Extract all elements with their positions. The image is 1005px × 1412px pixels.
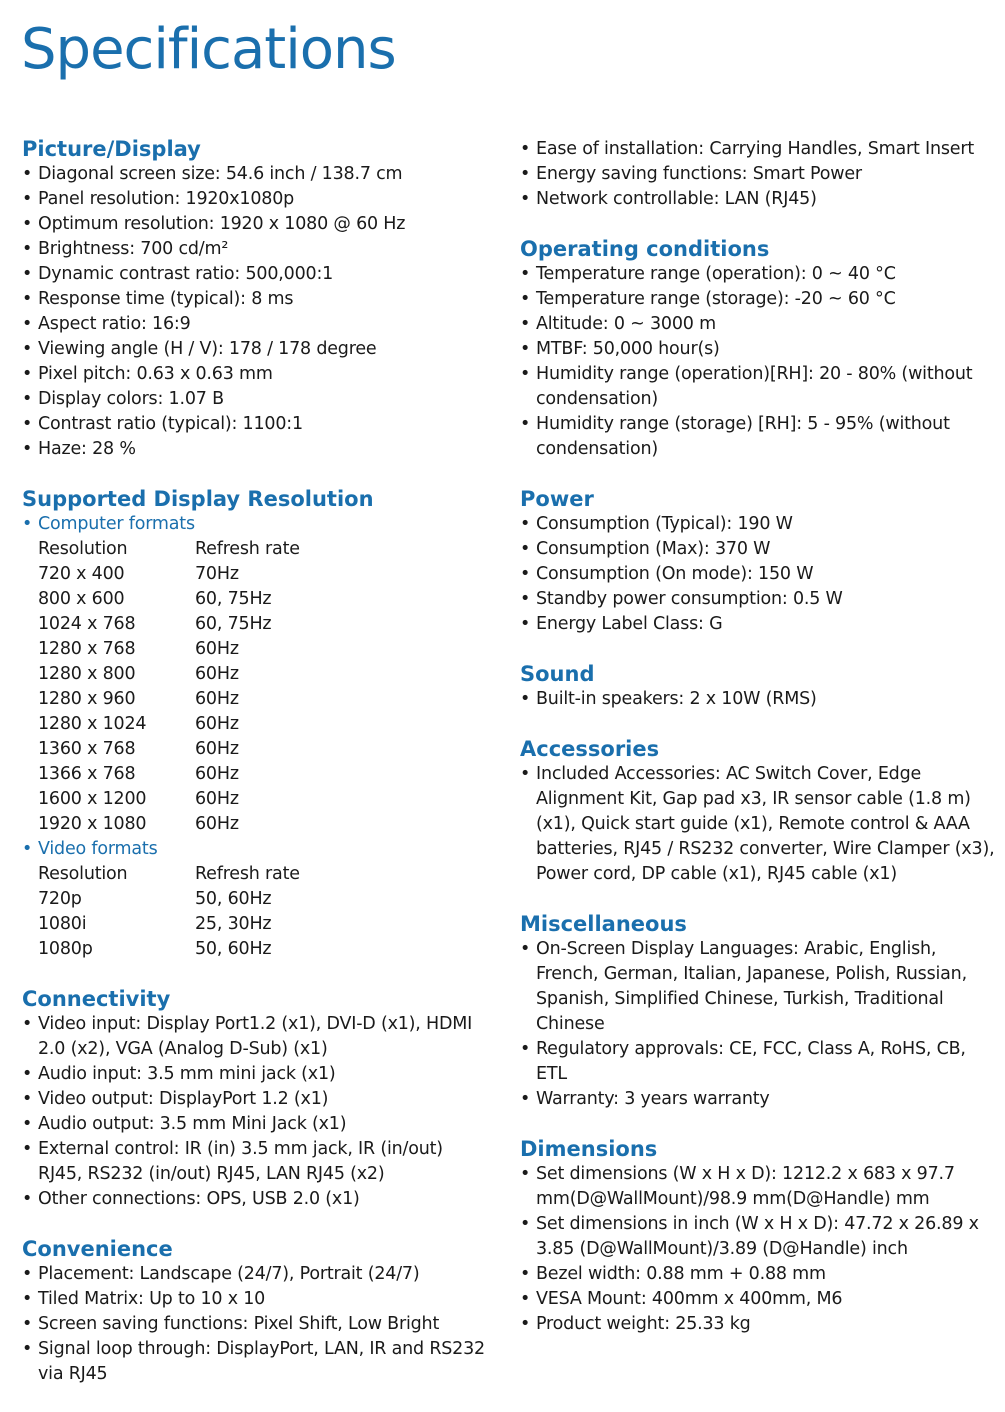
spec-item: • Temperature range (storage): -20 ~ 60 °C	[520, 287, 1000, 312]
spec-item: • Video input: Display Port1.2 (x1), DVI-D (x1), HDMI 2.0 (x2), VGA (Analog D-Sub) (x1)	[22, 1012, 492, 1062]
sub-heading: • Computer formats	[22, 512, 492, 537]
spec-item: • Haze: 28 %	[22, 437, 492, 462]
resolution-cell: Resolution	[38, 864, 128, 884]
refresh-rate-cell: 60Hz	[195, 739, 239, 759]
spec-list	[520, 762, 1000, 887]
table-header-row	[38, 862, 300, 887]
spec-item: • Optimum resolution: 1920 x 1080 @ 60 Hz	[22, 212, 492, 237]
spec-item: • Network controllable: LAN (RJ45)	[520, 187, 1000, 212]
spec-list	[520, 937, 1000, 1112]
table-row	[38, 887, 300, 912]
table-row	[38, 787, 300, 812]
resolution-cell: 1080p	[38, 939, 93, 959]
spec-item: • Brightness: 700 cd/m²	[22, 237, 492, 262]
spec-item: • Consumption (On mode): 150 W	[520, 562, 1000, 587]
computer-formats-label	[22, 512, 492, 537]
table-row	[38, 912, 300, 937]
connectivity-section	[22, 987, 492, 1212]
spec-item: • Set dimensions in inch (W x H x D): 47.72 x 26.89 x 3.85 (D@WallMount)/3.89 (D@Handle) inch	[520, 1212, 1000, 1262]
picture-display-section	[22, 137, 492, 462]
spec-item: • Energy saving functions: Smart Power	[520, 162, 1000, 187]
table-row	[38, 562, 300, 587]
spec-item: • Contrast ratio (typical): 1100:1	[22, 412, 492, 437]
spec-list	[520, 262, 1000, 462]
spec-item: • Pixel pitch: 0.63 x 0.63 mm	[22, 362, 492, 387]
spec-item: • Other connections: OPS, USB 2.0 (x1)	[22, 1187, 492, 1212]
spec-item: • Altitude: 0 ~ 3000 m	[520, 312, 1000, 337]
convenience-section	[22, 1237, 492, 1387]
table-header-row	[38, 537, 300, 562]
resolution-cell: 800 x 600	[38, 589, 125, 609]
section-title: Miscellaneous	[520, 912, 687, 936]
refresh-rate-cell: 70Hz	[195, 564, 239, 584]
spec-item: • Audio output: 3.5 mm Mini Jack (x1)	[22, 1112, 492, 1137]
table-row	[38, 712, 300, 737]
section-title: Convenience	[22, 1237, 173, 1261]
table-row	[38, 687, 300, 712]
spec-list	[520, 137, 1000, 212]
refresh-rate-cell: Refresh rate	[195, 539, 300, 559]
section-title: Connectivity	[22, 987, 171, 1011]
spec-item: • Built-in speakers: 2 x 10W (RMS)	[520, 687, 1000, 712]
spec-item: • Temperature range (operation): 0 ~ 40 °C	[520, 262, 1000, 287]
miscellaneous-section	[520, 912, 1000, 1112]
spec-item: • Audio input: 3.5 mm mini jack (x1)	[22, 1062, 492, 1087]
video-formats-label	[22, 837, 492, 862]
section-title: Supported Display Resolution	[22, 487, 374, 511]
supported-resolution-section	[22, 487, 492, 962]
computer-formats-table	[38, 537, 300, 837]
spec-list	[22, 162, 492, 462]
spec-item: • Aspect ratio: 16:9	[22, 312, 492, 337]
section-title: Power	[520, 487, 594, 511]
spec-item: • Dynamic contrast ratio: 500,000:1	[22, 262, 492, 287]
spec-list	[22, 1262, 492, 1387]
spec-item: • Warranty: 3 years warranty	[520, 1087, 1000, 1112]
refresh-rate-cell: 60, 75Hz	[195, 614, 272, 634]
spec-item: • Response time (typical): 8 ms	[22, 287, 492, 312]
spec-item: • Humidity range (operation)[RH]: 20 - 80% (without condensation)	[520, 362, 1000, 412]
refresh-rate-cell: 50, 60Hz	[195, 939, 272, 959]
power-section	[520, 487, 1000, 637]
spec-item: • Included Accessories: AC Switch Cover, Edge Alignment Kit, Gap pad x3, IR sensor cable (1.8 m) (x1), Quick start guide (x1), Remote control & AAA batteries, RJ45 / RS232 converter, Wire Clamper (x3), Power cord, DP cable (x1), RJ45 cable (x1)	[520, 762, 1000, 887]
refresh-rate-cell: 25, 30Hz	[195, 914, 272, 934]
resolution-cell: 1920 x 1080	[38, 814, 147, 834]
spec-item: • Standby power consumption: 0.5 W	[520, 587, 1000, 612]
resolution-cell: 1280 x 800	[38, 664, 136, 684]
spec-item: • Signal loop through: DisplayPort, LAN, IR and RS232 via RJ45	[22, 1337, 492, 1387]
refresh-rate-cell: 60, 75Hz	[195, 589, 272, 609]
resolution-cell: 1280 x 1024	[38, 714, 147, 734]
spec-item: • Video output: DisplayPort 1.2 (x1)	[22, 1087, 492, 1112]
spec-item: • Energy Label Class: G	[520, 612, 1000, 637]
spec-list	[22, 1012, 492, 1212]
resolution-cell: 1280 x 960	[38, 689, 136, 709]
refresh-rate-cell: 60Hz	[195, 764, 239, 784]
spec-item: • VESA Mount: 400mm x 400mm, M6	[520, 1287, 1000, 1312]
resolution-cell: 1360 x 768	[38, 739, 136, 759]
left-column	[22, 137, 492, 1412]
accessories-section	[520, 737, 1000, 887]
operating-conditions-section	[520, 237, 1000, 462]
spec-item: • Screen saving functions: Pixel Shift, Low Bright	[22, 1312, 492, 1337]
table-row	[38, 812, 300, 837]
refresh-rate-cell: 60Hz	[195, 689, 239, 709]
section-title: Dimensions	[520, 1137, 658, 1161]
spec-item: • Consumption (Typical): 190 W	[520, 512, 1000, 537]
spec-list	[520, 1162, 1000, 1337]
spec-item: • MTBF: 50,000 hour(s)	[520, 337, 1000, 362]
spec-item: • Tiled Matrix: Up to 10 x 10	[22, 1287, 492, 1312]
table-row	[38, 937, 300, 962]
table-row	[38, 737, 300, 762]
refresh-rate-cell: 60Hz	[195, 814, 239, 834]
sub-heading: • Video formats	[22, 837, 492, 862]
table-row	[38, 637, 300, 662]
dimensions-section	[520, 1137, 1000, 1337]
resolution-cell: 1280 x 768	[38, 639, 136, 659]
spec-item: • Ease of installation: Carrying Handles, Smart Insert	[520, 137, 1000, 162]
refresh-rate-cell: 60Hz	[195, 639, 239, 659]
table-row	[38, 662, 300, 687]
spec-item: • Set dimensions (W x H x D): 1212.2 x 683 x 97.7 mm(D@WallMount)/98.9 mm(D@Handle) mm	[520, 1162, 1000, 1212]
resolution-cell: 1366 x 768	[38, 764, 136, 784]
spec-item: • Diagonal screen size: 54.6 inch / 138.7 cm	[22, 162, 492, 187]
spec-item: • Bezel width: 0.88 mm + 0.88 mm	[520, 1262, 1000, 1287]
section-title: Accessories	[520, 737, 660, 761]
refresh-rate-cell: 50, 60Hz	[195, 889, 272, 909]
spec-item: • Humidity range (storage) [RH]: 5 - 95% (without condensation)	[520, 412, 1000, 462]
spec-list	[520, 687, 1000, 712]
resolution-cell: 720 x 400	[38, 564, 125, 584]
spec-item: • Regulatory approvals: CE, FCC, Class A, RoHS, CB, ETL	[520, 1037, 1000, 1087]
spec-item: • Display colors: 1.07 B	[22, 387, 492, 412]
refresh-rate-cell: 60Hz	[195, 664, 239, 684]
sound-section	[520, 662, 1000, 712]
refresh-rate-cell: 60Hz	[195, 789, 239, 809]
spec-item: • External control: IR (in) 3.5 mm jack, IR (in/out) RJ45, RS232 (in/out) RJ45, LAN RJ45 (x2)	[22, 1137, 492, 1187]
refresh-rate-cell: 60Hz	[195, 714, 239, 734]
spec-item: • Panel resolution: 1920x1080p	[22, 187, 492, 212]
convenience-continued-section	[520, 137, 1000, 212]
spec-item: • Product weight: 25.33 kg	[520, 1312, 1000, 1337]
resolution-cell: Resolution	[38, 539, 128, 559]
section-title: Sound	[520, 662, 595, 686]
table-row	[38, 762, 300, 787]
refresh-rate-cell: Refresh rate	[195, 864, 300, 884]
resolution-cell: 720p	[38, 889, 82, 909]
resolution-cell: 1080i	[38, 914, 87, 934]
resolution-cell: 1024 x 768	[38, 614, 136, 634]
table-row	[38, 587, 300, 612]
page-title: Specifications	[21, 17, 396, 82]
section-title: Picture/Display	[22, 137, 201, 161]
table-row	[38, 612, 300, 637]
section-title: Operating conditions	[520, 237, 770, 261]
spec-item: • On-Screen Display Languages: Arabic, English, French, German, Italian, Japanese, Polish, Russian, Spanish, Simplified Chinese, Turkish, Traditional Chinese	[520, 937, 1000, 1037]
right-column	[520, 137, 1000, 1362]
spec-item: • Placement: Landscape (24/7), Portrait (24/7)	[22, 1262, 492, 1287]
spec-item: • Consumption (Max): 370 W	[520, 537, 1000, 562]
spec-list	[520, 512, 1000, 637]
spec-item: • Viewing angle (H / V): 178 / 178 degree	[22, 337, 492, 362]
resolution-cell: 1600 x 1200	[38, 789, 147, 809]
video-formats-table	[38, 862, 300, 962]
